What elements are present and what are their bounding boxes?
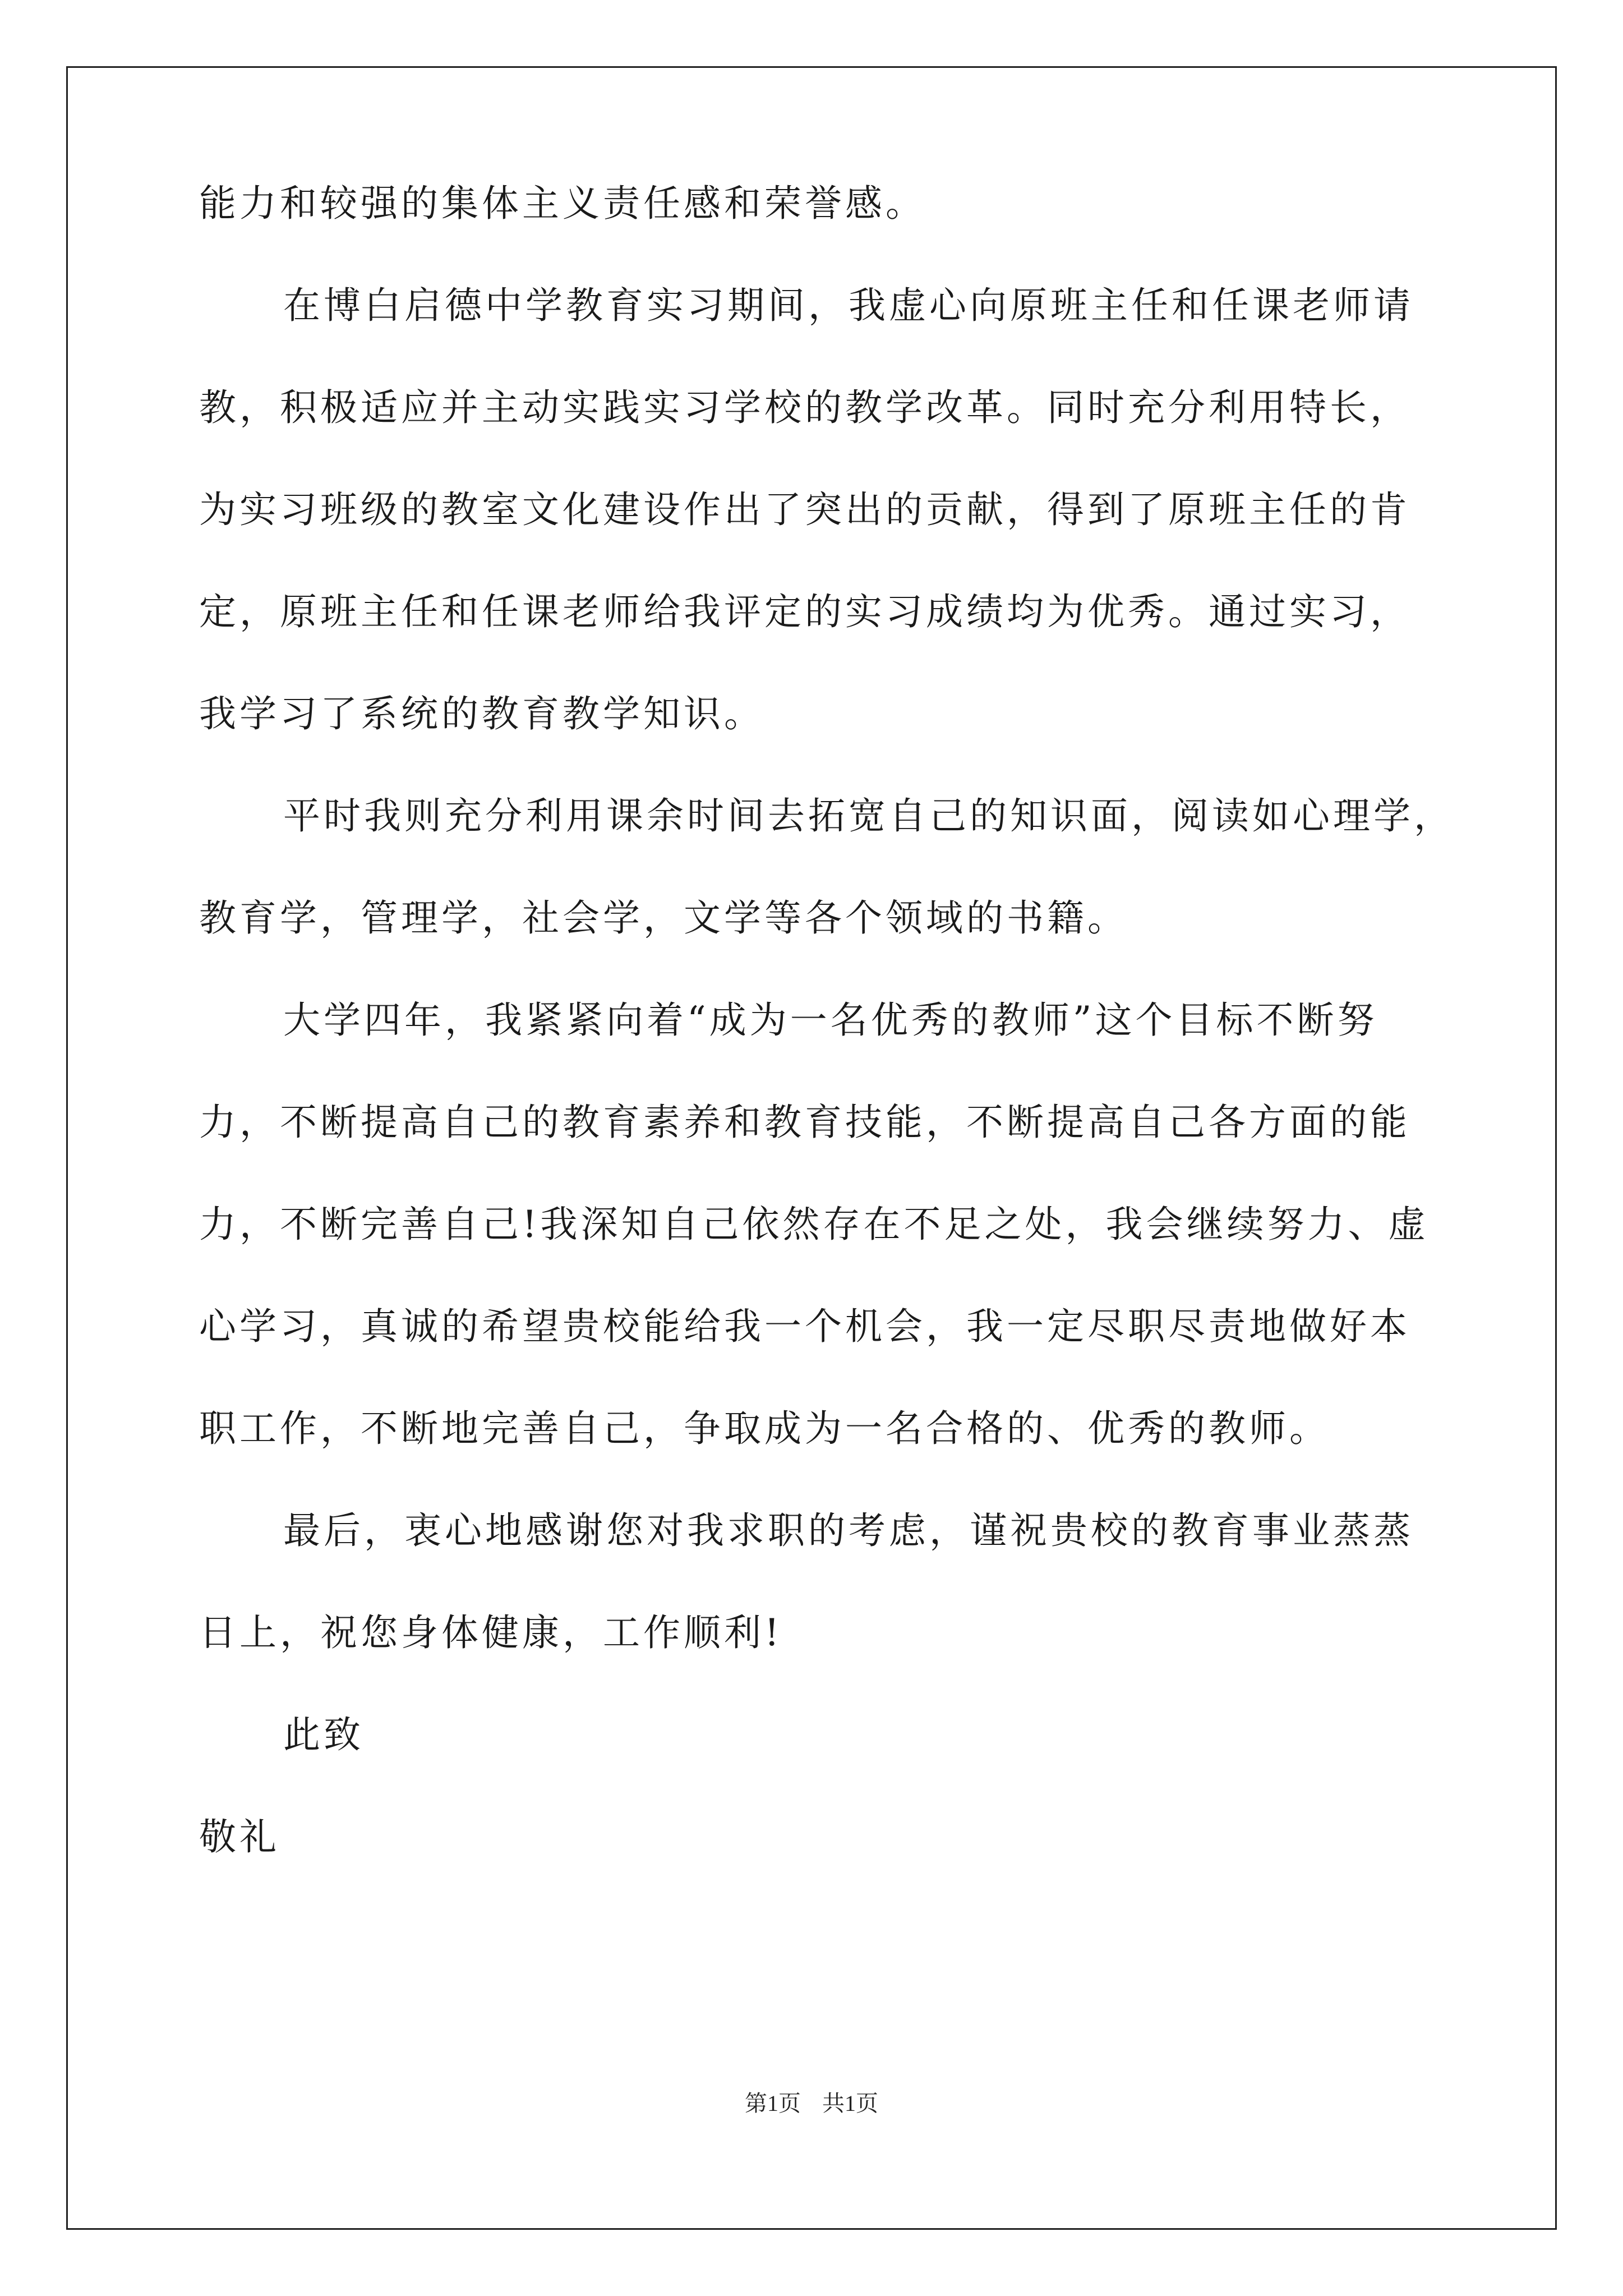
paragraph-start-line: 在博白启德中学教育实习期间，我虚心向原班主任和任课老师请 [283, 284, 1414, 327]
text-line: 力，不断提高自己的教育素养和教育技能，不断提高自己各方面的能 [199, 1101, 1410, 1144]
page-number: 第1页 [745, 2091, 801, 2116]
text-line: 教，积极适应并主动实践实习学校的教学改革。同时充分利用特长， [199, 386, 1410, 429]
page-total: 共1页 [822, 2091, 878, 2116]
paragraph-start-line: 最后，衷心地感谢您对我求职的考虑，谨祝贵校的教育事业蒸蒸 [283, 1509, 1414, 1552]
closing-salutation: 此致 [283, 1713, 364, 1756]
text-line: 为实习班级的教室文化建设作出了突出的贡献，得到了原班主任的肯 [199, 488, 1410, 531]
text-line: 职工作，不断地完善自己，争取成为一名合格的、优秀的教师。 [199, 1407, 1330, 1450]
text-line: 我学习了系统的教育教学知识。 [199, 692, 764, 735]
paragraph-start-line: 平时我则充分利用课余时间去拓宽自己的知识面，阅读如心理学， [283, 794, 1454, 838]
text-line: 心学习，真诚的希望贵校能给我一个机会，我一定尽职尽责地做好本 [199, 1305, 1410, 1348]
page-footer [0, 2086, 1623, 2118]
text-line: 日上，祝您身体健康，工作顺利! [199, 1611, 783, 1654]
text-line: 力，不断完善自己!我深知自己依然存在不足之处，我会继续努力、虚 [199, 1203, 1429, 1246]
text-line: 定，原班主任和任课老师给我评定的实习成绩均为优秀。通过实习， [199, 590, 1410, 633]
text-line: 能力和较强的集体主义责任感和荣誉感。 [199, 182, 926, 225]
paragraph-start-line: 大学四年，我紧紧向着“成为一名优秀的教师”这个目标不断努 [283, 999, 1378, 1042]
text-line: 教育学，管理学，社会学，文学等各个领域的书籍。 [199, 896, 1128, 940]
closing-regards: 敬礼 [199, 1815, 280, 1858]
